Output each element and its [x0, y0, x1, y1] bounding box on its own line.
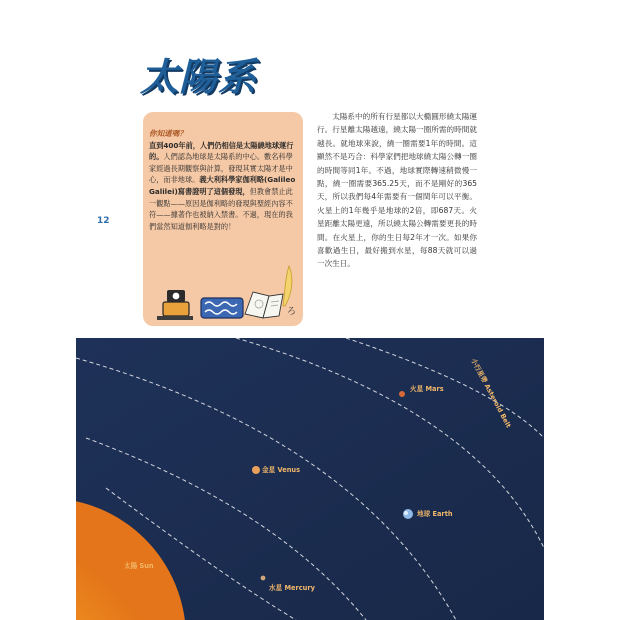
quill-icon [283, 266, 292, 306]
svg-text:ろ: ろ [287, 307, 297, 317]
sidebar-bold-lead: 直到400年前，人們仍相信是太陽繞地球運行的。 [149, 140, 294, 162]
books-telescope-illustration [153, 262, 299, 324]
venus-label: 金星 Venus [262, 466, 301, 474]
book-stack-icon [201, 298, 243, 318]
did-you-know-box [143, 112, 303, 326]
mars-label: 火星 Mars [410, 385, 444, 393]
asteroid-belt-label: 小行星帶 Asteroid Belt [469, 357, 513, 430]
sidebar-body-end: 但教會禁止此一觀點——原因是伽利略的發現與聖經內容不符——據著作也被納入禁書。不過，現在的我們當然知道伽利略是對的！ [149, 186, 293, 231]
stand-icon [163, 302, 189, 316]
sidebar-bold-mid: 義大利科學家伽利略(Galileo Galilei)寫書證明了這個發現， [149, 175, 296, 196]
page-title: 太陽系 [140, 55, 258, 99]
sidebar-body: 人們認為地球是太陽系的中心。數名科學家經過長期觀察與計算，發現其實太陽才是中心，而非地球。 [149, 152, 293, 185]
mercury-planet [261, 576, 266, 581]
solar-system-diagram [76, 338, 544, 620]
main-paragraph: 太陽系中的所有行星都以大橢圓形繞太陽運行。行星離太陽越遠，繞太陽一圈所需的時間就越長。就地球來說，繞一圈需要1年的時間。這顯然不是巧合：科學家們把地球繞太陽公轉一圈的時間等同1年。不過，地球實際轉速稍微慢一點，繞一圈需要365.25天，而不是剛好的365天，所以我們每4年需要有一個閏年可以平衡。火星上的1年幾乎是地球的2倍，即687天。火星距離太陽更遠，所以繞太陽公轉需要更長的時間。在火星上，你的生日每2年才一次。如果你喜歡過生日，最好搬到水星，每88天就可以過一次生日。 [317, 112, 477, 269]
earth-label: 地球 Earth [417, 510, 453, 518]
sun-label: 太陽 Sun [124, 562, 154, 570]
mercury-label: 水星 Mercury [269, 584, 315, 592]
page-number: 12 [97, 216, 110, 226]
venus-planet [252, 466, 260, 474]
sidebar-text [149, 128, 297, 232]
mars-planet [399, 391, 405, 397]
sidebar-heading: 你知道嗎？ [149, 129, 187, 138]
